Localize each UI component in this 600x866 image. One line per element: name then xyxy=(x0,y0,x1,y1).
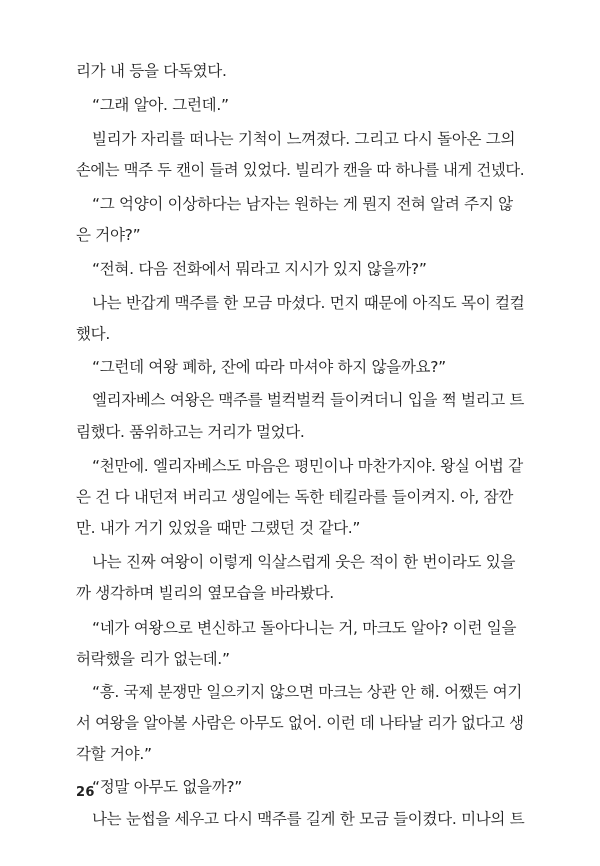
text-line xyxy=(0,89,600,122)
line-text: 나는 눈썹을 세우고 다시 맥주를 길게 한 모금 들이켰다. 미나의 트 xyxy=(92,810,525,828)
line-text: “그래 알아. 그런데.” xyxy=(92,96,229,114)
text-line xyxy=(0,123,600,156)
line-text: 서 여왕을 알아볼 사람은 아무도 없어. 이런 데 나타날 리가 없다고 생 xyxy=(76,714,524,732)
line-text: 허락했을 리가 없는데.” xyxy=(76,650,230,668)
text-line xyxy=(0,154,600,187)
text-line xyxy=(0,676,600,709)
text-line xyxy=(0,287,600,320)
text-line xyxy=(0,612,600,645)
line-text: 엘리자베스 여왕은 맥주를 벌컥벌컥 들이켜더니 입을 쩍 벌리고 트 xyxy=(92,391,525,409)
text-line xyxy=(0,512,600,545)
line-text: “그런데 여왕 폐하, 잔에 따라 마셔야 하지 않을까요?” xyxy=(92,358,446,376)
line-text: 했다. xyxy=(76,325,110,343)
text-line xyxy=(0,577,600,610)
line-text: “천만에. 엘리자베스도 마음은 평민이나 마찬가지야. 왕실 어법 같 xyxy=(92,457,523,475)
text-line xyxy=(0,351,600,384)
line-text: 손에는 맥주 두 캔이 들려 있었다. 빌리가 캔을 따 하나를 내게 건넸다. xyxy=(76,161,525,179)
text-line xyxy=(0,318,600,351)
line-text: “정말 아무도 없을까?” xyxy=(92,778,243,796)
text-line xyxy=(0,546,600,579)
text-line xyxy=(0,253,600,286)
line-text: 나는 반갑게 맥주를 한 모금 마셨다. 먼지 때문에 아직도 목이 컬컬 xyxy=(92,294,525,312)
page-number: 26 xyxy=(76,785,95,800)
text-line xyxy=(0,707,600,740)
line-text: 까 생각하며 빌리의 옆모습을 바라봤다. xyxy=(76,584,334,602)
line-text: 림했다. 품위하고는 거리가 멀었다. xyxy=(76,423,305,441)
text-line xyxy=(0,416,600,449)
line-text: 각할 거야.” xyxy=(76,745,152,763)
text-line xyxy=(0,55,600,88)
text-line xyxy=(0,219,600,252)
text-line xyxy=(0,803,600,836)
line-text: 만. 내가 거기 있었을 때만 그랬던 것 같다.” xyxy=(76,519,361,537)
line-text: “네가 여왕으로 변신하고 돌아다니는 거, 마크도 알아? 이런 일을 xyxy=(92,619,517,637)
line-text: 은 거야?” xyxy=(76,226,141,244)
line-text: 빌리가 자리를 떠나는 기척이 느껴졌다. 그리고 다시 돌아온 그의 xyxy=(92,130,516,148)
line-text: 나는 진짜 여왕이 이렇게 익살스럽게 웃은 적이 한 번이라도 있을 xyxy=(92,553,516,571)
text-line xyxy=(0,384,600,417)
text-line xyxy=(0,188,600,221)
text-line xyxy=(0,643,600,676)
text-line xyxy=(0,738,600,771)
line-text: “흥. 국제 분쟁만 일으키지 않으면 마크는 상관 안 해. 어쨌든 여기 xyxy=(92,683,523,701)
line-text: “전혀. 다음 전화에서 뭐라고 지시가 있지 않을까?” xyxy=(92,260,427,278)
line-text: 리가 내 등을 다독였다. xyxy=(76,62,227,80)
line-text: “그 억양이 이상하다는 남자는 원하는 게 뭔지 전혀 알려 주지 않 xyxy=(92,195,513,213)
text-line xyxy=(0,450,600,483)
text-line xyxy=(0,481,600,514)
line-text: 은 건 다 내던져 버리고 생일에는 독한 테킬라를 들이켜지. 아, 잠깐 xyxy=(76,488,514,506)
